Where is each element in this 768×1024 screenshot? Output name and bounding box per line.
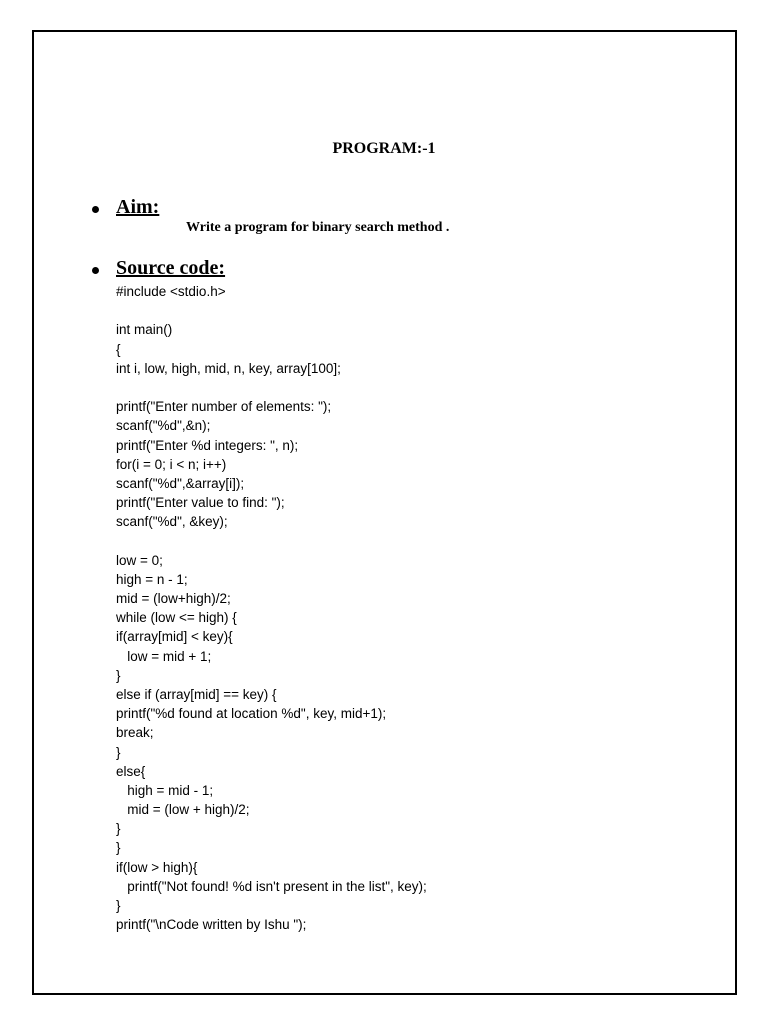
- code-line: if(array[mid] < key){: [116, 629, 233, 645]
- code-line: else{: [116, 763, 146, 779]
- code-line: while (low <= high) {: [116, 610, 237, 626]
- code-line: printf("Enter %d integers: ", n);: [116, 437, 299, 453]
- code-line: for(i = 0; i < n; i++): [116, 456, 227, 472]
- code-line: high = mid - 1;: [116, 782, 214, 798]
- code-line: printf("Enter value to find: ");: [116, 495, 285, 511]
- code-line: scanf("%d", &key);: [116, 514, 228, 530]
- source-code-heading: Source code:: [116, 257, 226, 279]
- code-line: mid = (low + high)/2;: [116, 802, 250, 818]
- source-code-bullet: [92, 267, 99, 274]
- code-line: printf("%d found at location %d", key, mid+1);: [116, 706, 387, 722]
- code-line: #include <stdio.h>: [116, 284, 226, 299]
- code-line: }: [116, 821, 121, 837]
- code-line: [116, 301, 427, 320]
- code-line: }: [116, 667, 121, 683]
- code-line: }: [116, 898, 121, 913]
- code-line: scanf("%d",&n);: [116, 418, 211, 434]
- code-line: printf("\nCode written by Ishu ");: [116, 917, 307, 933]
- code-line: low = mid + 1;: [116, 648, 212, 664]
- code-line: scanf("%d",&array[i]);: [116, 475, 245, 491]
- code-line: }: [116, 840, 121, 856]
- code-line: int main(): [116, 322, 173, 338]
- aim-text: Write a program for binary search method .: [186, 220, 450, 235]
- code-line: int i, low, high, mid, n, key, array[100];: [116, 360, 341, 376]
- page-title: PROGRAM:-1: [332, 140, 436, 157]
- aim-heading: Aim:: [116, 196, 160, 218]
- source-code-block: [116, 282, 427, 934]
- code-line: low = 0;: [116, 552, 163, 568]
- code-line: else if (array[mid] == key) {: [116, 686, 277, 702]
- code-line: high = n - 1;: [116, 571, 188, 587]
- code-line: mid = (low+high)/2;: [116, 591, 231, 606]
- code-line: if(low > high){: [116, 859, 198, 875]
- aim-bullet: [92, 206, 99, 213]
- code-line: printf("Not found! %d isn't present in the list", key);: [116, 878, 427, 894]
- code-line: break;: [116, 725, 154, 741]
- code-line: printf("Enter number of elements: ");: [116, 399, 332, 415]
- code-line: }: [116, 744, 121, 760]
- code-line: {: [116, 341, 121, 357]
- code-line: [116, 378, 427, 397]
- code-line: [116, 531, 427, 550]
